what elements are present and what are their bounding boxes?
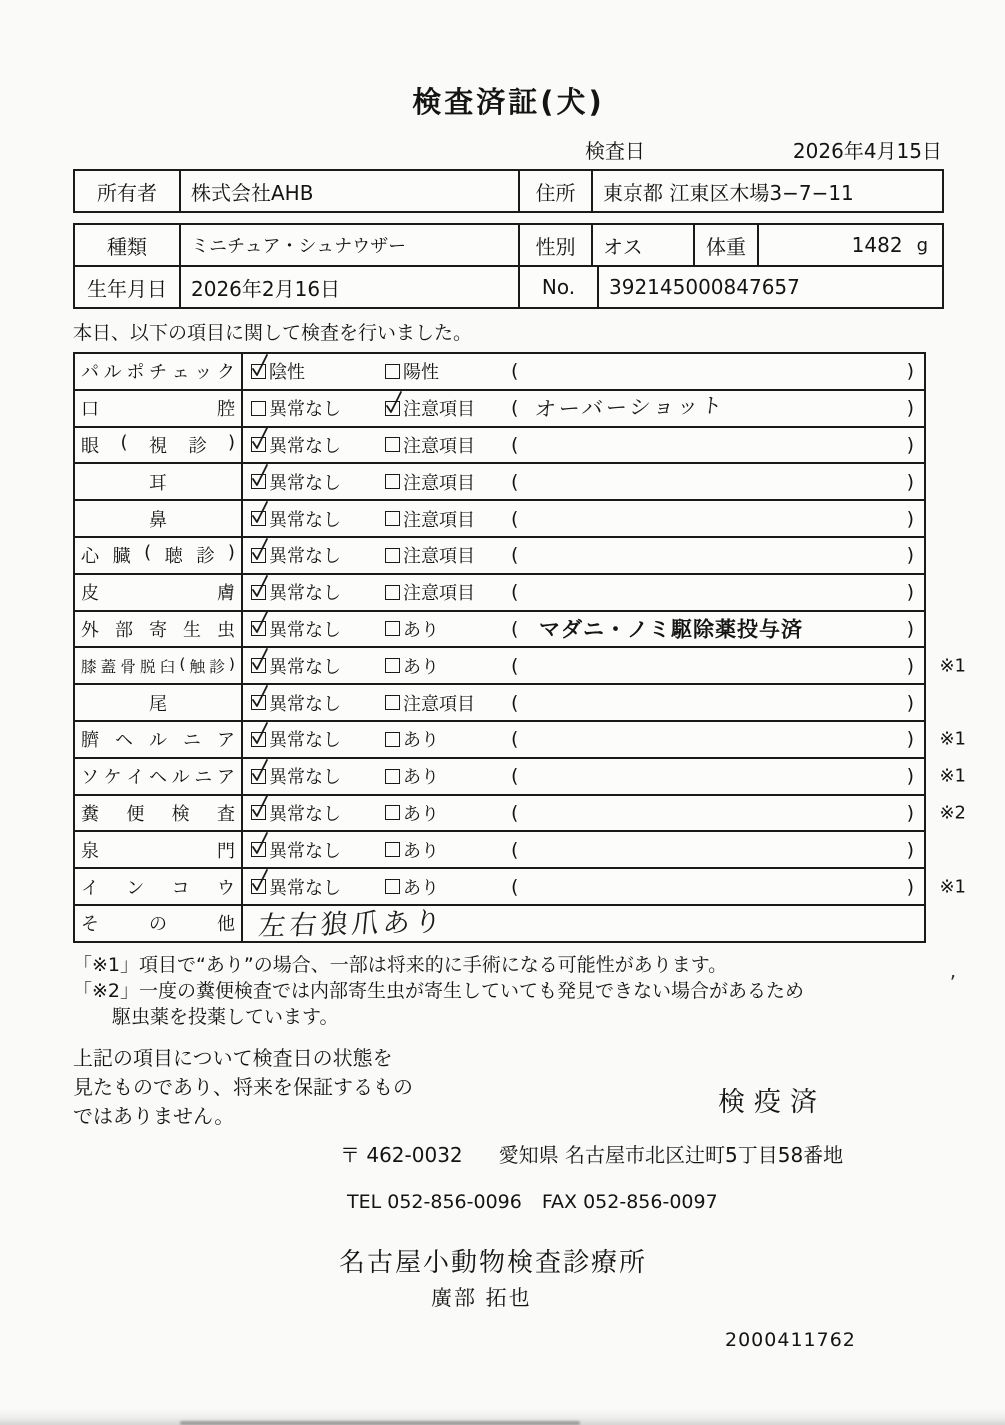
clinic-address: 愛知県 名古屋市北区辻町5丁目58番地	[498, 1142, 844, 1167]
footnote-2-line2: 駆虫薬を投薬しています。	[112, 1005, 339, 1028]
breed-row	[75, 225, 942, 265]
option-label: 異常なし	[269, 840, 341, 862]
option-label: あり	[403, 619, 439, 641]
weight-value: 1482	[851, 233, 903, 257]
paren-close: )	[906, 838, 914, 861]
option-label: 異常なし	[269, 767, 341, 789]
option-label: あり	[403, 840, 439, 862]
checkbox-unchecked[interactable]	[385, 732, 400, 747]
exam-option	[385, 506, 475, 532]
footnote-2-line1: 「※2」一度の糞便検査では内部寄生虫が寄生していても発見できない場合があるため	[73, 979, 805, 1002]
exam-option	[251, 358, 305, 384]
checkbox-unchecked[interactable]	[385, 879, 400, 894]
check-mark-icon	[249, 610, 270, 637]
page-title: 検査済証(犬)	[412, 85, 605, 119]
exam-row	[75, 867, 966, 904]
paren-close: )	[906, 654, 914, 677]
check-mark-icon	[249, 463, 270, 490]
exam-item-label: 口 腔	[75, 391, 243, 426]
checkbox-checked[interactable]	[251, 879, 266, 894]
checkbox-unchecked[interactable]	[385, 548, 400, 563]
inspection-date-label: 検査日	[585, 139, 645, 163]
exam-item-label: 尾	[75, 685, 243, 720]
option-label: 異常なし	[269, 509, 341, 531]
exam-option	[251, 800, 341, 826]
option-label: 異常なし	[269, 693, 341, 715]
owner-row	[75, 171, 942, 211]
exam-row-body	[243, 575, 924, 610]
exam-item-label: 膝 蓋 骨 脱 臼 ( 触 診 )	[75, 648, 243, 683]
exam-option	[251, 837, 341, 863]
scan-stray-mark: ’	[949, 970, 956, 995]
option-label: あり	[403, 656, 439, 678]
checkbox-checked[interactable]	[251, 585, 266, 600]
option-label: 異常なし	[269, 399, 341, 421]
exam-option	[251, 763, 341, 789]
exam-option	[385, 653, 439, 679]
exam-option	[385, 726, 439, 752]
checkbox-checked[interactable]	[251, 621, 266, 636]
check-mark-icon	[249, 868, 270, 895]
exam-option	[251, 653, 341, 679]
exam-row-body	[243, 464, 924, 499]
checkbox-checked[interactable]	[251, 511, 266, 526]
paren-open: (	[511, 507, 519, 530]
checkbox-checked[interactable]	[251, 548, 266, 563]
exam-option	[251, 432, 341, 458]
handwritten-note: 左右狼爪あり	[256, 906, 447, 943]
weight-cell	[757, 225, 942, 265]
paren-close: )	[906, 433, 914, 456]
exam-option	[251, 874, 341, 900]
checkbox-checked[interactable]	[251, 437, 266, 452]
exam-option	[251, 690, 341, 716]
option-label: 注意項目	[403, 509, 475, 531]
paren-open: (	[511, 470, 519, 493]
paren-close: )	[906, 360, 914, 383]
check-mark-icon	[249, 721, 270, 748]
option-label: 注意項目	[403, 583, 475, 605]
checkbox-checked[interactable]	[251, 695, 266, 710]
option-label: あり	[403, 803, 439, 825]
exam-option	[385, 579, 475, 605]
disclaimer-text	[73, 1044, 513, 1131]
paren-close: )	[906, 507, 914, 530]
option-label: あり	[403, 730, 439, 752]
tel-number: TEL 052-856-0096	[347, 1190, 522, 1213]
exam-row	[75, 389, 924, 426]
exam-row	[75, 573, 924, 610]
paren-open: (	[511, 765, 519, 788]
check-mark-icon	[249, 537, 270, 564]
exam-item-label: 泉 門	[75, 832, 243, 867]
checkbox-checked[interactable]	[251, 769, 266, 784]
exam-row-body	[243, 428, 924, 463]
checkbox-unchecked[interactable]	[385, 364, 400, 379]
checkbox-checked[interactable]	[385, 401, 400, 416]
owner-table	[73, 169, 944, 213]
address-label: 住所	[518, 171, 591, 211]
exam-row	[75, 499, 924, 536]
paren-close: )	[906, 617, 914, 640]
exam-row-body	[243, 685, 924, 720]
paren-open: (	[511, 360, 519, 383]
inspection-date-value: 2026年4月15日	[792, 139, 942, 163]
check-mark-icon	[249, 831, 270, 858]
birth-row	[75, 265, 942, 307]
fax-number: FAX 052-856-0097	[541, 1190, 718, 1213]
paren-close: )	[906, 728, 914, 751]
paren-close: )	[906, 544, 914, 567]
paren-close: )	[906, 397, 914, 420]
exam-table	[73, 352, 966, 943]
check-mark-icon	[249, 758, 270, 785]
checkbox-checked[interactable]	[251, 474, 266, 489]
exam-option	[385, 800, 439, 826]
exam-item-label: イ ン コ ウ	[75, 869, 243, 904]
checkbox-unchecked[interactable]	[385, 437, 400, 452]
footnote-mark: ※1	[939, 655, 966, 677]
option-label: 異常なし	[269, 730, 341, 752]
footnotes	[73, 952, 956, 1030]
checkbox-checked[interactable]	[251, 842, 266, 857]
footnote-mark: ※1	[939, 876, 966, 898]
checkbox-unchecked[interactable]	[385, 511, 400, 526]
exam-option	[385, 837, 439, 863]
footnote-mark: ※1	[939, 765, 966, 787]
option-label: あり	[403, 877, 439, 899]
exam-row-body	[243, 501, 924, 536]
exam-row	[75, 426, 924, 463]
paren-open: (	[511, 728, 519, 751]
tel-fax-line	[347, 1191, 944, 1213]
option-label: 陰性	[269, 362, 305, 384]
option-label: あり	[403, 767, 439, 789]
paren-close: )	[906, 581, 914, 604]
exam-row-body	[243, 354, 924, 389]
exam-row	[75, 720, 966, 757]
option-label: 異常なし	[269, 656, 341, 678]
checkbox-checked[interactable]	[251, 658, 266, 673]
paren-open: (	[511, 617, 519, 640]
exam-option	[385, 690, 475, 716]
paren-open: (	[511, 397, 519, 420]
scan-smudge-artifact	[180, 1421, 580, 1425]
check-mark-icon	[249, 647, 270, 674]
option-label: 注意項目	[403, 435, 475, 457]
exam-option	[251, 506, 341, 532]
option-label: 異常なし	[269, 583, 341, 605]
owner-value: 株式会社AHB	[179, 171, 518, 211]
checkbox-unchecked[interactable]	[385, 658, 400, 673]
exam-row	[75, 610, 924, 647]
intro-text: 本日、以下の項目に関して検査を行いました。	[73, 322, 473, 344]
exam-option	[251, 395, 341, 421]
exam-item-label: 糞 便 検 査	[75, 796, 243, 831]
finding-value: マダニ・ノミ駆除薬投与済	[539, 617, 803, 642]
pet-table	[73, 223, 944, 309]
option-label: 異常なし	[269, 472, 341, 494]
exam-option	[251, 616, 341, 642]
exam-row	[75, 757, 966, 794]
footnote-mark: ※2	[939, 802, 966, 824]
exam-row-body	[243, 759, 924, 794]
option-label: 注意項目	[403, 546, 475, 568]
exam-row	[75, 904, 924, 941]
option-label: 陽性	[403, 362, 439, 384]
checkbox-checked[interactable]	[251, 364, 266, 379]
exam-option	[385, 358, 439, 384]
birth-label: 生年月日	[87, 276, 167, 301]
paren-close: )	[906, 875, 914, 898]
paren-close: )	[906, 470, 914, 493]
paren-open: (	[511, 581, 519, 604]
exam-row-body	[243, 538, 924, 573]
exam-option	[251, 726, 341, 752]
exam-option	[385, 763, 439, 789]
option-label: 異常なし	[269, 877, 341, 899]
exam-option	[251, 579, 341, 605]
paren-close: )	[906, 801, 914, 824]
finding-value: オーバーショット	[533, 393, 727, 422]
weight-unit: g	[916, 234, 928, 256]
checkbox-checked[interactable]	[251, 805, 266, 820]
checkbox-unchecked[interactable]	[385, 805, 400, 820]
no-label: No.	[518, 267, 597, 307]
check-mark-icon	[249, 353, 270, 380]
exam-item-label: 心 臓 ( 聴 診 )	[75, 538, 243, 573]
footnote-mark: ※1	[939, 728, 966, 750]
examiner-name: 廣部 拓也	[431, 1285, 532, 1310]
option-label: 異常なし	[269, 546, 341, 568]
paren-open: (	[511, 433, 519, 456]
inspection-date-row	[73, 135, 944, 163]
exam-option	[251, 469, 341, 495]
paren-open: (	[511, 691, 519, 714]
checkbox-checked[interactable]	[251, 732, 266, 747]
exam-option	[385, 395, 475, 421]
quarantine-stamp: 検疫済	[718, 1086, 826, 1118]
address-value: 東京都 江東区木場3−7−11	[591, 171, 942, 211]
checkbox-unchecked[interactable]	[251, 401, 266, 416]
exam-row-body	[243, 796, 924, 831]
owner-label: 所有者	[97, 180, 157, 205]
exam-option	[385, 432, 475, 458]
exam-option	[385, 616, 439, 642]
breed-value: ミニチュア・シュナウザー	[179, 225, 518, 265]
exam-row-body	[243, 612, 924, 647]
option-label: 注意項目	[403, 399, 475, 421]
check-mark-icon	[249, 500, 270, 527]
exam-row-body	[243, 722, 924, 757]
exam-option	[385, 469, 475, 495]
exam-item-label: 臍 ヘ ル ニ ア	[75, 722, 243, 757]
clinic-address-line	[340, 1139, 944, 1168]
option-label: 異常なし	[269, 803, 341, 825]
sex-label: 性別	[518, 225, 591, 265]
footnote-1: 「※1」項目で“あり”の場合、一部は将来的に手術になる可能性があります。	[73, 953, 728, 976]
check-mark-icon	[249, 574, 270, 601]
signature-block	[73, 1044, 944, 1131]
paren-open: (	[511, 838, 519, 861]
checkbox-unchecked[interactable]	[385, 842, 400, 857]
document-content	[73, 0, 966, 1351]
exam-option	[385, 874, 439, 900]
exam-item-label: 鼻	[75, 501, 243, 536]
exam-row	[75, 683, 924, 720]
birth-value: 2026年2月16日	[179, 267, 518, 307]
exam-row-body	[243, 906, 924, 941]
exam-row	[75, 646, 966, 683]
paren-open: (	[511, 544, 519, 567]
option-label: 注意項目	[403, 472, 475, 494]
option-label: 異常なし	[269, 619, 341, 641]
disclaimer-line-3: ではありません。	[73, 1103, 235, 1128]
paren-close: )	[906, 765, 914, 788]
breed-label: 種類	[107, 234, 147, 259]
exam-item-label: ソ ケ イ ヘ ル ニ ア	[75, 759, 243, 794]
no-value: 392145000847657	[597, 267, 942, 307]
exam-item-label: 耳	[75, 464, 243, 499]
checkbox-unchecked[interactable]	[385, 474, 400, 489]
clinic-name: 名古屋小動物検査診療所	[339, 1247, 648, 1278]
exam-row	[75, 354, 924, 389]
exam-option	[251, 542, 341, 568]
exam-row-body	[243, 648, 924, 683]
exam-row	[75, 794, 966, 831]
exam-item-label: そ の 他	[75, 906, 243, 941]
paren-open: (	[511, 801, 519, 824]
weight-label: 体重	[693, 225, 757, 265]
paren-close: )	[906, 691, 914, 714]
checkbox-unchecked[interactable]	[385, 621, 400, 636]
exam-row-body	[243, 391, 924, 426]
option-label: 異常なし	[269, 435, 341, 457]
exam-row-body	[243, 832, 924, 867]
exam-item-label: 眼 ( 視 診 )	[75, 428, 243, 463]
serial-number: 2000411762	[725, 1328, 856, 1351]
sex-value: オス	[591, 225, 693, 265]
checkbox-unchecked[interactable]	[385, 769, 400, 784]
checkbox-unchecked[interactable]	[385, 585, 400, 600]
exam-row	[75, 830, 924, 867]
check-mark-icon	[383, 390, 404, 417]
option-label: 注意項目	[403, 693, 475, 715]
disclaimer-line-2: 見たものであり、将来を保証するもの	[73, 1074, 413, 1099]
paren-open: (	[511, 875, 519, 898]
postal-code: 〒 462-0032	[340, 1142, 463, 1167]
exam-row	[75, 462, 924, 499]
check-mark-icon	[249, 794, 270, 821]
paren-open: (	[511, 654, 519, 677]
exam-option	[385, 542, 475, 568]
exam-row	[75, 536, 924, 573]
exam-item-label: 外 部 寄 生 虫	[75, 612, 243, 647]
exam-item-label: パ ル ポ チ ェ ッ ク	[75, 354, 243, 389]
exam-row-body	[243, 869, 924, 904]
check-mark-icon	[249, 426, 270, 453]
check-mark-icon	[249, 684, 270, 711]
checkbox-unchecked[interactable]	[385, 695, 400, 710]
disclaimer-line-1: 上記の項目について検査日の状態を	[73, 1045, 393, 1070]
exam-item-label: 皮 膚	[75, 575, 243, 610]
